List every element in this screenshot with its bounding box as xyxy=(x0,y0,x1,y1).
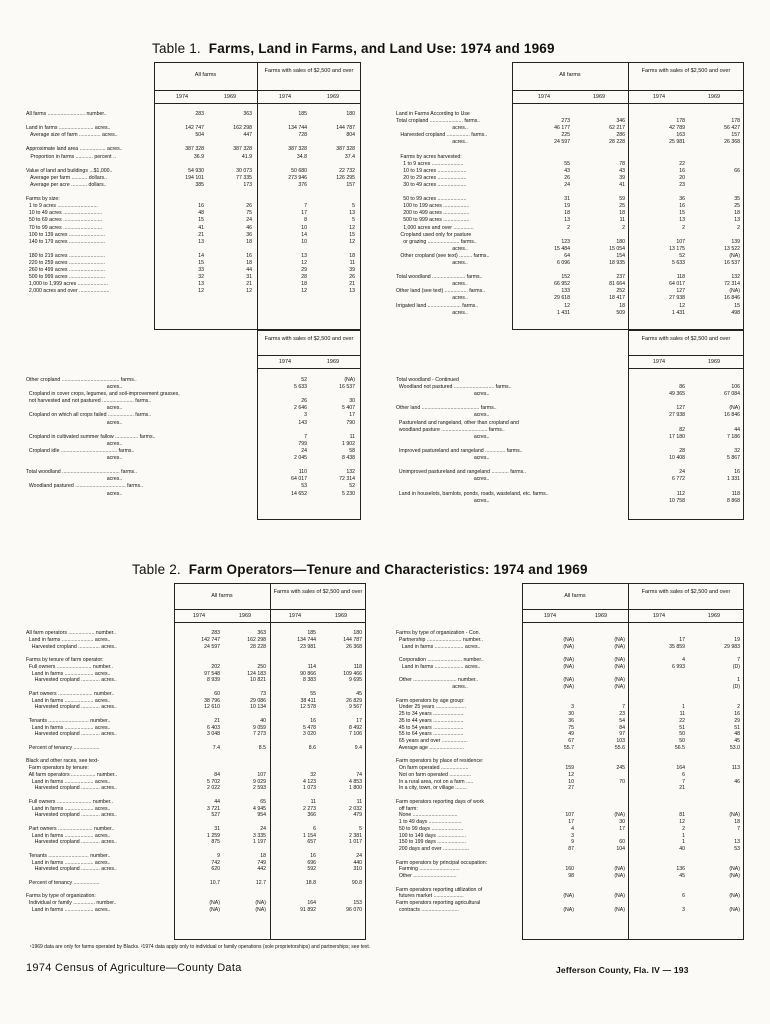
table2-right-col-all-1969: (NA) (NA) (NA) (NA) (NA) (NA) 7 23 54 84 97 103 55.6 245 70 (NA) 30 17 60 104 (NA) (NA) (NA) (NA) xyxy=(614,636,625,913)
table1-lower-left-year-1974: 1974 xyxy=(278,359,292,365)
table1-right-col-all-1974: 273 46 177 225 24 597 55 43 26 24 31 19 18 13 2 123 15 484 64 6 096 152 66 952 133 29 618 12 1 431 xyxy=(554,118,570,316)
table2-left-col-all-1974: 283 142 747 24 597 202 97 548 8 939 60 38 796 12 610 21 6 403 3 048 7.4 84 5 702 2 022 44 3 721 527 31 1 259 875 9 742 620 10.7 (NA) (NA) xyxy=(201,630,220,913)
table1-left-header-sales: Farms with sales of $2,500 and over xyxy=(264,68,354,74)
table1-left-header-all: All farms xyxy=(194,72,217,78)
table2-right-divider xyxy=(628,583,629,940)
table2-title xyxy=(132,562,588,577)
table2-left-col-sales-1974: 185 134 744 23 981 114 90 866 8 383 55 38 411 12 578 16 5 478 3 020 8.6 32 4 123 1 073 11 2 273 366 6 1 154 657 16 696 592 18.8 164 91 892 xyxy=(297,630,316,913)
table1-lower-left-col-1974: 52 5 633 26 2 646 3 143 7 799 24 2 045 110 64 017 53 14 652 xyxy=(291,377,307,497)
table1-left-headline xyxy=(154,103,361,104)
table2-label: Table 2. xyxy=(132,562,181,577)
table2-right-col-sales-1974: 17 35 859 4 6 993 1 11 22 51 50 50 56.5 164 6 7 21 81 12 2 1 1 40 136 45 6 3 xyxy=(669,636,685,913)
table2-right-year-1974-a: 1974 xyxy=(543,613,557,619)
table2-right-year-1969-a: 1969 xyxy=(594,613,608,619)
table1-right-year-1974-b: 1974 xyxy=(652,94,666,100)
table1-lower-right-year-1974: 1974 xyxy=(652,359,666,365)
table1-left-yearline xyxy=(154,90,361,91)
table2-right-yearline xyxy=(522,609,744,610)
table1-lower-right-stub: Total woodland - Continued Woodland not pastured ............................ farms.. acres.. Other land ........................................ farms.. acres.. Pastureland and rangeland, other than cropland and woodland pasture ................................ farms.. acres.. Improved pastureland and rangeland .............. farms.. acres.. Unimproved pastureland and rangeland ............ farms.. acres.. Land in houselots, barnlots, ponds, roads, wasteland, etc. farms.. acres.. xyxy=(396,377,549,504)
table2-right-header-all: All farms xyxy=(564,593,586,599)
table1-lower-left-header: Farms with sales of $2,500 and over xyxy=(264,336,354,342)
footer-page-id: Jefferson County, Fla. IV — 193 xyxy=(556,965,689,975)
table1-left-year-1974-a: 1974 xyxy=(175,94,189,100)
table1-lower-right-col-1974: 86 49 365 127 27 938 82 17 180 28 10 408 24 6 772 112 10 758 xyxy=(669,384,685,504)
table1-title xyxy=(152,41,555,56)
table1-lower-left-yearline xyxy=(257,355,361,356)
table2-left-year-1969-b: 1969 xyxy=(334,613,348,619)
table1-lower-left-headline xyxy=(257,368,361,369)
table1-right-year-1969-b: 1969 xyxy=(707,94,721,100)
table2-left-stub: All farm operators .................. number.. Land in farms ...................... acres.. Harvested cropland ............... acres.. Farms by tenure of farm operator: Full owners ........................ number.. Land in farms .................... acres.. Harvested cropland ............. acres.. Part owners ........................ number.. Land in farms .................... acres.. Harvested cropland ............. acres.. Tenants ............................ number.. Land in farms .................... acres.. Harvested cropland ............. acres.. Percent of tenancy .................. Black and other races, see text- Farm operators by tenure: All farm operators ................. number.. Land in farms .................... acres.. Harvested cropland ............. acres.. Full owners ........................ number.. Land in farms .................... acres.. Harvested cropland ............. acres.. Part owners ........................ number.. Land in farms .................... acres.. Harvested cropland ............. acres.. Tenants ............................ number.. Land in farms .................... acres.. Harvested cropland ............. acres.. Percent of tenancy .................. Farms by type of organization: Individual or family ............... number.. Land in farms .................... acres.. xyxy=(26,630,118,913)
table2-left-headline xyxy=(174,622,366,623)
table1-left-col-sales-1974: 185 134 744 728 387 328 34.8 50 680 273 946 376 7 17 8 10 14 10 13 12 29 28 18 12 xyxy=(288,111,307,295)
table1-lower-right-headline xyxy=(628,368,744,369)
table1-label: Table 1. xyxy=(152,41,201,56)
table2-right-headline xyxy=(522,622,744,623)
table1-left-year-1969-a: 1969 xyxy=(223,94,237,100)
table1-lower-right-year-1969: 1969 xyxy=(707,359,721,365)
table1-right-yearline xyxy=(512,90,744,91)
table1-left-stub: All farms .......................... number.. Land in farms ........................ acres.. Average size of farm ............... acres.. Approximate land area .................. acres.. Proportion in farms ............ percent .. Value of land and buildings ...$1,000.. Average per farm ........... dollars.. Average per acre ........... dollars.. Farms by size: 1 to 9 acres ............................ 10 to 49 acres ........................... 50 to 69 acres ........................... 70 to 99 acres ........................... 100 to 139 acres ......................... 140 to 179 acres ......................... 180 to 219 acres ......................... 220 to 259 acres ......................... 260 to 499 acres ......................... 500 to 999 acres ......................... 1,000 to 1,999 acres ..................... 2,000 acres and over ..................... xyxy=(26,111,123,295)
table2-left-divider xyxy=(270,583,271,940)
table2-title-text: Farm Operators—Tenure and Characteristics: 1974 and 1969 xyxy=(188,562,588,577)
table2-right-year-1974-b: 1974 xyxy=(652,613,666,619)
table1-lower-left-stub: Other cropland ........................................ farms.. acres.. Cropland in cover crops, legumes, and soil-improvement grasses, not harvested and not pastured ...................... farms.. acres.. Cropland on which all crops failed .................. farms.. acres.. Cropland in cultivated summer fallow ................ farms.. acres.. Cropland idle ....................................... farms.. acres.. Total woodland ........................................ farms.. acres.. Woodland pastured ................................... farms.. acres.. xyxy=(26,377,180,497)
table1-lower-right-yearline xyxy=(628,355,744,356)
table1-right-col-all-1969: 346 62 217 286 28 228 78 43 39 41 59 25 18 11 2 180 15 054 154 18 935 237 81 664 252 18 417 18 509 xyxy=(609,118,625,316)
table1-left-col-all-1969: 363 162 298 447 387 328 41.9 30 073 77 335 173 26 75 24 46 36 18 16 18 44 31 21 12 xyxy=(233,111,252,295)
table1-left-col-all-1974: 283 142 747 504 387 328 36.9 54 930 194 101 385 16 48 15 41 21 13 14 15 33 32 13 12 xyxy=(185,111,204,295)
table2-left-header-all: All farms xyxy=(211,593,233,599)
table1-right-col-sales-1969: 178 56 427 157 26 368 66 35 25 18 13 2 139 13 522 (NA) 16 537 132 72 314 (NA) 16 846 15 498 xyxy=(724,118,740,316)
table1-left-year-1969-b: 1969 xyxy=(326,94,340,100)
table2-right-header-sales: Farms with sales of $2,500 and over xyxy=(641,589,731,595)
table2-right-stub: Farms by type of organization - Con. Partnership ........................ number.. Land in farms .................... acres.. Corporation ........................ number.. Land in farms .................... acres.. Other .............................. number.. acres.. Farm operators by age group: Under 25 years ..................... 25 to 34 years ..................... 35 to 44 years ..................... 45 to 54 years ..................... 55 to 64 years ..................... 65 years and over .................. Average age ........................ Farm operators by place of residence: On farm operated ................... Not on farm operated ............... In a rural area, not on a farm ..... In a city, town, or village ........ Farm operators reporting days of work off farm: None ............................... 1 to 49 days ....................... 50 to 99 days ...................... 100 to 149 days .................... 150 to 199 days .................... 200 days and over .................. Farm operators by principal occupation: Farming ............................ Other .............................. Farm operators reporting utilization of futures market ..................... Farm operators reporting agricultural contracts .......................... xyxy=(396,630,488,913)
table1-right-header-sales: Farms with sales of $2,500 and over xyxy=(641,68,731,74)
table2-left-year-1974-a: 1974 xyxy=(192,613,206,619)
table1-left-year-1974-b: 1974 xyxy=(278,94,292,100)
table1-lower-right-col-1969: 106 67 084 (NA) 16 846 44 7 186 32 5 867 16 1 331 118 8 868 xyxy=(724,384,740,504)
table2-left-header-sales: Farms with sales of $2,500 and over xyxy=(273,589,363,595)
footer-publication: 1974 Census of Agriculture—County Data xyxy=(26,962,242,974)
table1-right-year-1969-a: 1969 xyxy=(592,94,606,100)
table1-right-stub: Land in Farms According to Use Total cropland ....................... farms.. acres.. Harvested cropland ................ farms.. acres.. Farms by acres harvested: 1 to 9 acres ...................... 10 to 19 acres .................... 20 to 29 acres .................... 30 to 49 acres .................... 50 to 99 acres .................... 100 to 199 acres .................. 200 to 499 acres .................. 500 to 999 acres .................. 1,000 acres and over .............. Cropland used only for pasture or grazing ...................... farms.. acres.. Other cropland (see text) ......... farms.. acres.. Total woodland ....................... farms.. acres.. Other land (see text) ................ farms.. acres.. Irrigated land ....................... farms.. acres.. xyxy=(396,111,490,316)
table1-right-headline xyxy=(512,103,744,104)
table2-right-year-1969-b: 1969 xyxy=(707,613,721,619)
table1-right-col-sales-1974: 178 42 789 163 25 981 22 16 20 23 36 16 15 13 2 107 13 175 52 5 633 118 64 017 127 27 938 12 1 431 xyxy=(669,118,685,316)
table2-left-yearline xyxy=(174,609,366,610)
table2-left-col-sales-1969: 180 144 787 26 368 118 109 466 9 695 45 26 829 9 567 17 8 492 7 106 9.4 74 4 853 1 800 11 2 032 479 5 2 381 1 017 24 440 310 90.8 153 96 070 xyxy=(343,630,362,913)
table1-left-col-sales-1969: 180 144 787 804 387 328 37.4 22 732 126 295 157 5 13 5 12 15 12 18 11 39 26 21 13 xyxy=(336,111,355,295)
table1-lower-left-col-1969: (NA) 16 537 30 5 407 17 790 11 1 902 58 8 438 132 72 314 52 5 230 xyxy=(339,377,355,497)
table1-right-year-1974-a: 1974 xyxy=(537,94,551,100)
table2-left-year-1969-a: 1969 xyxy=(238,613,252,619)
table2-left-col-all-1969: 363 162 298 28 228 250 124 183 10 821 73 29 086 10 134 40 9 059 7 273 8.5 107 9 029 2 593 65 4 945 954 24 3 335 1 197 18 749 442 12.7 (NA) (NA) xyxy=(247,630,266,913)
table2-footnote: ¹1969 data are only for farms operated by Blacks. ²1974 data apply only to individual or family operations (sole proprietorships) and partnerships; see text. xyxy=(30,944,371,950)
table2-right-col-all-1974: (NA) (NA) (NA) (NA) (NA) (NA) 3 30 36 75 49 67 55.7 159 12 10 27 107 17 4 3 9 87 160 98 (NA) (NA) xyxy=(563,636,574,913)
table2-right-col-sales-1969: 19 29 983 7 (D) 1 (D) 2 16 29 51 48 45 53.0 113 46 (NA) 18 7 13 53 (NA) (NA) (NA) (NA) xyxy=(724,636,740,913)
table1-lower-left-year-1969: 1969 xyxy=(326,359,340,365)
table1-title-text: Farms, Land in Farms, and Land Use: 1974 and 1969 xyxy=(208,41,555,56)
table2-left-year-1974-b: 1974 xyxy=(288,613,302,619)
table1-right-header-all: All farms xyxy=(559,72,581,78)
table1-lower-right-header: Farms with sales of $2,500 and over xyxy=(641,336,731,342)
